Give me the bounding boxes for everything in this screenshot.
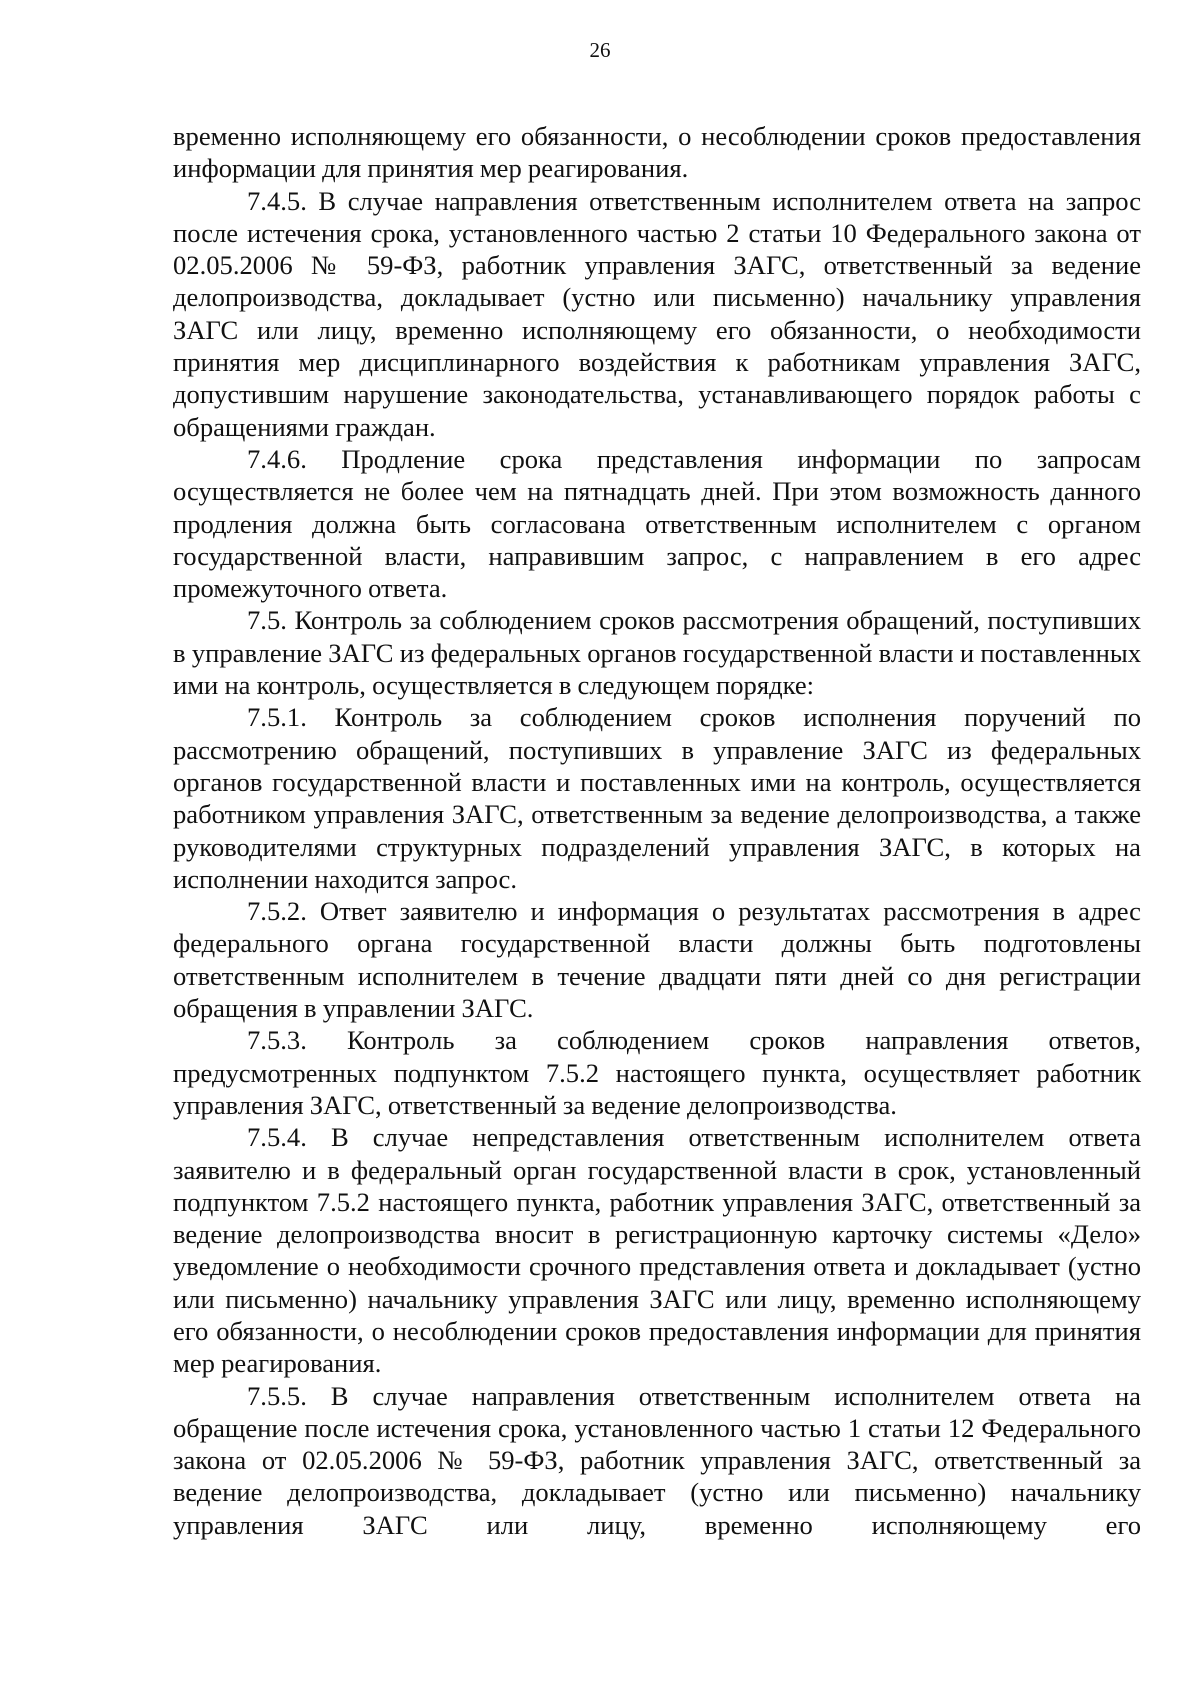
paragraph-7-5-4: 7.5.4. В случае непредставления ответственным исполнителем ответа заявителю и в федеральный орган государственной власти в срок, установленный подпунктом 7.5.2 настоящего пункта, работник управления ЗАГС, ответственный за ведение делопроизводства вносит в регистрационную карточку системы «Дело» уведомление о необходимости срочного представления ответа и докладывает (устно или письменно) начальнику управления ЗАГС или лицу, временно исполняющему его обязанности, о несоблюдении сроков предоставления информации для принятия мер реагирования. — [173, 1122, 1141, 1379]
paragraph-7-5-2: 7.5.2. Ответ заявителю и информация о результатах рассмотрения в адрес федерального органа государственной власти должны быть подготовлены ответственным исполнителем в течение двадцати пяти дней со дня регистрации обращения в управлении ЗАГС. — [173, 896, 1141, 1024]
paragraph-7-5-1: 7.5.1. Контроль за соблюдением сроков исполнения поручений по рассмотрению обращений, поступивших в управление ЗАГС из федеральных органов государственной власти и поставленных ими на контроль, осуществляется работником управления ЗАГС, ответственным за ведение делопроизводства, а также руководителями структурных подразделений управления ЗАГС, в которых на исполнении находится запрос. — [173, 702, 1141, 894]
document-body — [173, 120, 1141, 1541]
paragraph-7-4-5: 7.4.5. В случае направления ответственным исполнителем ответа на запрос после истечения срока, установленного частью 2 статьи 10 Федерального закона от 02.05.2006 № 59-ФЗ, работник управления ЗАГС, ответственный за ведение делопроизводства, докладывает (устно или письменно) начальнику управления ЗАГС или лицу, временно исполняющему его обязанности, о необходимости принятия мер дисциплинарного воздействия к работникам управления ЗАГС, допустившим нарушение законодательства, устанавливающего порядок работы с обращениями граждан. — [173, 185, 1141, 442]
paragraph-7-5-3: 7.5.3. Контроль за соблюдением сроков направления ответов, предусмотренных подпунктом 7.5.2 настоящего пункта, осуществляет работник управления ЗАГС, ответственный за ведение делопроизводства. — [173, 1025, 1141, 1120]
paragraph-7-4-6: 7.4.6. Продление срока представления информации по запросам осуществляется не более чем на пятнадцать дней. При этом возможность данного продления должна быть согласована ответственным исполнителем с органом государственной власти, направившим запрос, с направлением в его адрес промежуточного ответа. — [173, 443, 1141, 604]
paragraph-7-5-5: 7.5.5. В случае направления ответственным исполнителем ответа на обращение после истечения срока, установленного частью 1 статьи 12 Федерального закона от 02.05.2006 № 59-ФЗ, работник управления ЗАГС, ответственный за ведение делопроизводства, докладывает (устно или письменно) начальнику управления ЗАГС или лицу, временно исполняющему его — [173, 1380, 1141, 1540]
page-number: 26 — [589, 38, 611, 62]
paragraph-continuation: временно исполняющему его обязанности, о несоблюдении сроков предоставления информации для принятия мер реагирования. — [173, 121, 1141, 184]
paragraph-7-5: 7.5. Контроль за соблюдением сроков рассмотрения обращений, поступивших в управление ЗАГС из федеральных органов государственной власти и поставленных ими на контроль, осуществляется в следующем порядке: — [173, 605, 1141, 701]
